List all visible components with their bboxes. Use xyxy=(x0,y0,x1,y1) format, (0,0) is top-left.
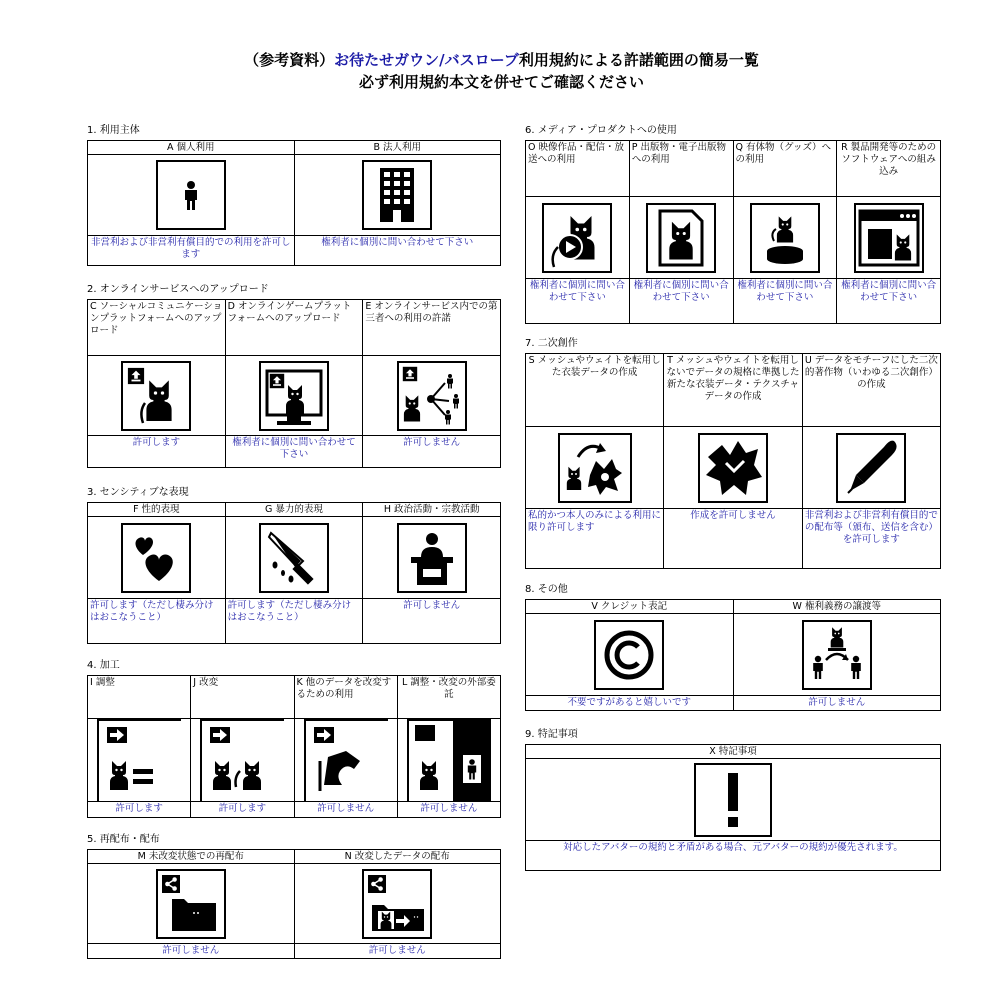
permission-text: 許可しません xyxy=(294,802,397,818)
permission-text: 権利者に個別に問い合わせて下さい xyxy=(526,279,630,324)
section-processing xyxy=(87,659,501,818)
section-other xyxy=(525,583,941,711)
item-label: R 製品開発等のためのソフトウェアへの組み込み xyxy=(837,141,941,197)
section-title: 5. 再配布・配布 xyxy=(87,834,160,845)
item-label: X 特記事項 xyxy=(526,745,941,759)
section-title: 3. センシティブな表現 xyxy=(87,487,189,498)
permission-text: 権利者に個別に問い合わせて下さい xyxy=(225,436,363,468)
permission-table xyxy=(87,849,501,959)
section-media-products xyxy=(525,124,941,324)
knife-icon xyxy=(259,523,329,593)
section-special-notes xyxy=(525,728,941,871)
upload-monitor-icon xyxy=(259,361,329,431)
permission-text: 権利者に個別に問い合わせて下さい xyxy=(294,236,501,266)
item-label: E オンラインサービス内での第三者への利用の許諾 xyxy=(363,300,501,356)
section-sensitive xyxy=(87,486,501,644)
permission-table xyxy=(525,140,941,324)
item-label: C ソーシャルコミュニケーションプラットフォームへのアップロード xyxy=(88,300,226,356)
permission-table xyxy=(87,502,501,644)
item-label: F 性的表現 xyxy=(88,503,226,517)
permission-text: 許可しません xyxy=(397,802,500,818)
section-title: 9. 特記事項 xyxy=(525,729,578,740)
upload-avatar-icon xyxy=(121,361,191,431)
item-label: K 他のデータを改変するための利用 xyxy=(294,676,397,719)
section-title: 7. 二次創作 xyxy=(525,338,578,349)
outsource-icon xyxy=(407,719,491,801)
software-icon xyxy=(854,203,924,273)
permission-table xyxy=(525,599,941,711)
permission-text: 許可します xyxy=(88,436,226,468)
title-suffix: 利用規約による許諾範囲の簡易一覧 xyxy=(518,51,759,69)
pen-icon xyxy=(836,433,906,503)
permission-table xyxy=(525,744,941,871)
permission-text: 私的かつ本人のみによる利用に限り許可します xyxy=(526,509,664,569)
share-modified-icon xyxy=(362,869,432,939)
permission-text: 許可します（ただし棲み分けはおこなうこと） xyxy=(225,599,363,644)
permission-text: 権利者に個別に問い合わせて下さい xyxy=(629,279,733,324)
item-label: S メッシュやウェイトを転用した衣装データの作成 xyxy=(526,354,664,427)
figure-icon xyxy=(750,203,820,273)
section-title: 4. 加工 xyxy=(87,660,120,671)
item-label: U データをモチーフにした二次的著作物（いわゆる二次創作）の作成 xyxy=(802,354,940,427)
item-label: N 改変したデータの配布 xyxy=(294,850,501,864)
section-title: 1. 利用主体 xyxy=(87,125,140,136)
permission-text: 対応したアバターの規約と矛盾がある場合、元アバターの規約が優先されます。 xyxy=(526,841,941,871)
product-name: お待たせガウン/バスローブ xyxy=(334,51,519,69)
section-redistribution xyxy=(87,833,501,959)
permission-text: 許可しません xyxy=(733,696,941,711)
permission-text: 非営利および非営利有償目的での配布等（頒布、送信を含む）を許可します xyxy=(802,509,940,569)
transfer-icon xyxy=(802,620,872,690)
permission-text: 権利者に個別に問い合わせて下さい xyxy=(733,279,837,324)
copyright-icon xyxy=(594,620,664,690)
item-label: G 暴力的表現 xyxy=(225,503,363,517)
item-label: B 法人利用 xyxy=(294,141,501,155)
costume-transfer-icon xyxy=(558,433,632,503)
building-icon xyxy=(362,160,432,230)
title-prefix: （参考資料） xyxy=(244,51,335,69)
item-label: I 調整 xyxy=(88,676,191,719)
share-folder-icon xyxy=(156,869,226,939)
section-title: 2. オンラインサービスへのアップロード xyxy=(87,284,269,295)
section-usage-subject xyxy=(87,124,501,266)
upload-share-icon xyxy=(397,361,467,431)
item-label: V クレジット表記 xyxy=(526,600,734,614)
permission-table xyxy=(525,353,941,569)
permission-text: 許可します xyxy=(88,802,191,818)
podium-icon xyxy=(397,523,467,593)
costume-new-icon xyxy=(698,433,768,503)
modify-icon xyxy=(200,719,284,801)
item-label: H 政治活動・宗教活動 xyxy=(363,503,501,517)
adjust-icon xyxy=(97,719,181,801)
permission-text: 作成を許可しません xyxy=(664,509,802,569)
reuse-data-icon xyxy=(304,719,388,801)
permission-table xyxy=(87,675,501,818)
page-title xyxy=(0,50,1003,70)
permission-text: 不要ですがあると嬉しいです xyxy=(526,696,734,711)
section-title: 6. メディア・プロダクトへの使用 xyxy=(525,125,677,136)
publication-icon xyxy=(646,203,716,273)
permission-text: 許可します（ただし棲み分けはおこなうこと） xyxy=(88,599,226,644)
hearts-icon xyxy=(121,523,191,593)
permission-text: 非営利および非営利有償目的での利用を許可します xyxy=(88,236,295,266)
item-label: J 改変 xyxy=(191,676,294,719)
page-subtitle: 必ず利用規約本文を併せてご確認ください xyxy=(358,73,644,91)
permission-table xyxy=(87,140,501,266)
permission-text: 許可しません xyxy=(88,944,295,959)
item-label: Q 有体物（グッズ）への利用 xyxy=(733,141,837,197)
item-label: A 個人利用 xyxy=(88,141,295,155)
section-derivative xyxy=(525,337,941,569)
permission-text: 許可します xyxy=(191,802,294,818)
item-label: O 映像作品・配信・放送への利用 xyxy=(526,141,630,197)
exclamation-icon xyxy=(694,763,772,837)
item-label: M 未改変状態での再配布 xyxy=(88,850,295,864)
video-icon xyxy=(542,203,612,273)
item-label: L 調整・改変の外部委託 xyxy=(397,676,500,719)
item-label: W 権利義務の譲渡等 xyxy=(733,600,941,614)
item-label: D オンラインゲームプラットフォームへのアップロード xyxy=(225,300,363,356)
item-label: T メッシュやウェイトを転用しないでデータの規格に準拠した新たな衣装データ・テクスチャデータの作成 xyxy=(664,354,802,427)
permission-text: 権利者に個別に問い合わせて下さい xyxy=(837,279,941,324)
person-icon xyxy=(156,160,226,230)
permission-text: 許可しません xyxy=(294,944,501,959)
item-label: P 出版物・電子出版物への利用 xyxy=(629,141,733,197)
permission-table xyxy=(87,299,501,468)
permission-text: 許可しません xyxy=(363,436,501,468)
permission-text: 許可しません xyxy=(363,599,501,644)
section-title: 8. その他 xyxy=(525,584,568,595)
section-online-upload xyxy=(87,283,501,468)
